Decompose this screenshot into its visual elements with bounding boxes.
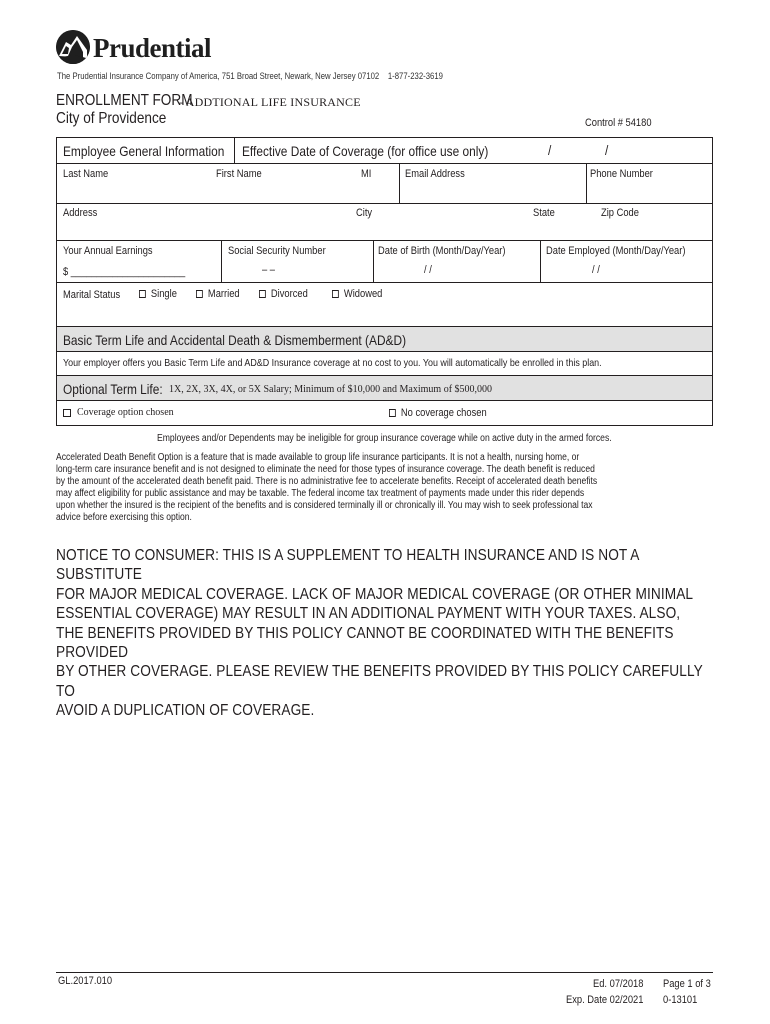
marital-option-divorced[interactable] — [259, 288, 308, 300]
page-number: Page 1 of 3 — [663, 978, 711, 990]
last-name-field[interactable]: Last Name — [63, 168, 109, 180]
basic-section-description: Your employer offers you Basic Term Life and AD&D Insurance coverage at no cost to you. You will automatically be enrolled in this plan. — [63, 357, 602, 369]
notice-line: FOR MAJOR MEDICAL COVERAGE. LACK OF MAJOR MEDICAL COVERAGE (OR OTHER MINIMAL — [56, 585, 694, 603]
paragraph-line: Accelerated Death Benefit Option is a feature that is made available to group life insurance participants. It is not a health, nursing home, or — [56, 452, 580, 463]
marital-option-single[interactable] — [139, 288, 177, 300]
armed-forces-note-text: Employees and/or Dependents may be ineligible for group insurance coverage while on active duty in the armed forces. — [157, 433, 612, 444]
ssn-label: Social Security Number — [228, 245, 326, 257]
notice-line: THE BENEFITS PROVIDED BY THIS POLICY CANNOT BE COORDINATED WITH THE BENEFITS PROVIDED — [56, 624, 674, 662]
document-number: 0-13101 — [663, 994, 698, 1006]
middle-initial-field[interactable]: MI — [361, 168, 372, 180]
effective-date-slash[interactable]: / — [605, 142, 609, 158]
consumer-notice — [56, 546, 714, 721]
date-employed-label: Date Employed (Month/Day/Year) — [546, 245, 686, 257]
marital-option-label: Divorced — [270, 288, 308, 300]
coverage-option-label: Coverage option chosen — [77, 407, 174, 418]
notice-line: ESSENTIAL COVERAGE) MAY RESULT IN AN ADDITIONAL PAYMENT WITH YOUR TAXES. ALSO, — [56, 605, 681, 623]
enrollment-form-box — [56, 137, 713, 426]
paragraph-line: advice before exercising this option. — [56, 512, 192, 523]
company-phone: 1-877-232-3619 — [387, 71, 443, 81]
company-address — [57, 71, 443, 81]
notice-line: NOTICE TO CONSUMER: THIS IS A SUPPLEMENT TO HEALTH INSURANCE AND IS NOT A SUBSTITUTE — [56, 547, 639, 584]
date-employed-field[interactable]: / / — [592, 264, 600, 276]
annual-earnings-label: Your Annual Earnings — [63, 245, 153, 257]
marital-option-married[interactable] — [196, 288, 240, 300]
effective-date-slash[interactable]: / — [548, 142, 552, 158]
control-number: Control # 54180 — [585, 117, 652, 129]
marital-option-label: Married — [207, 288, 240, 300]
marital-status-label: Marital Status — [63, 289, 121, 301]
brand-name: Prudential — [93, 33, 212, 63]
paragraph-line: upon whether the insured is the recipient of the benefits and is considered terminally ill or chronically ill. You may wish to seek professional tax — [56, 500, 593, 511]
address-field[interactable]: Address — [63, 207, 98, 219]
notice-line: AVOID A DUPLICATION OF COVERAGE. — [56, 702, 315, 720]
marital-option-label: Widowed — [343, 288, 383, 300]
footer-divider — [56, 972, 713, 973]
form-code: GL.2017.010 — [58, 975, 113, 987]
section-title-employee-info: Employee General Information — [63, 143, 225, 159]
paragraph-line: long-term care insurance benefit and is not designed to eliminate the need for those types of insurance coverage. The death benefit is reduced — [56, 464, 595, 475]
coverage-option-label: No coverage chosen — [400, 407, 487, 419]
checkbox-icon[interactable] — [139, 290, 146, 298]
form-title: ENROLLMENT FORM — [56, 92, 193, 109]
paragraph-line: may affect eligibility for public assistance and may be taxable. The federal income tax treatment of payments made under this rider depends — [56, 488, 585, 499]
phone-field[interactable]: Phone Number — [590, 168, 653, 180]
checkbox-icon[interactable] — [389, 409, 396, 417]
optional-section-title: Optional Term Life: — [63, 381, 163, 397]
state-field[interactable]: State — [533, 207, 555, 219]
city-field[interactable]: City — [356, 207, 373, 219]
basic-section-title: Basic Term Life and Accidental Death & Dismemberment (AD&D) — [63, 332, 407, 348]
accelerated-death-benefit-paragraph — [56, 452, 714, 524]
notice-line: BY OTHER COVERAGE. PLEASE REVIEW THE BENEFITS PROVIDED BY THIS POLICY CAREFULLY TO — [56, 663, 703, 700]
coverage-option-chosen[interactable] — [63, 407, 174, 418]
expiration-date: Exp. Date 02/2021 — [566, 994, 644, 1006]
optional-section-details: 1X, 2X, 3X, 4X, or 5X Salary; Minimum of $10,000 and Maximum of $500,000 — [169, 384, 493, 395]
email-field[interactable]: Email Address — [405, 168, 465, 180]
dob-field[interactable]: / / — [424, 264, 432, 276]
checkbox-icon[interactable] — [332, 290, 339, 298]
checkbox-icon[interactable] — [259, 290, 266, 298]
dob-label: Date of Birth (Month/Day/Year) — [378, 245, 506, 257]
checkbox-icon[interactable] — [63, 409, 71, 417]
ssn-field[interactable]: – – — [262, 264, 276, 276]
rock-icon — [56, 30, 90, 64]
zip-code-field[interactable]: Zip Code — [601, 207, 639, 219]
prudential-logo — [56, 30, 216, 70]
form-subtitle: - ADDTIONAL LIFE INSURANCE — [179, 95, 361, 109]
marital-option-label: Single — [150, 288, 177, 300]
employer-city: City of Providence — [56, 110, 167, 127]
checkbox-icon[interactable] — [196, 290, 203, 298]
company-address-text: The Prudential Insurance Company of America, 751 Broad Street, Newark, New Jersey 07102 — [57, 71, 380, 81]
coverage-option-none[interactable] — [389, 407, 487, 419]
edition-date: Ed. 07/2018 — [593, 978, 644, 990]
armed-forces-note — [56, 433, 713, 444]
effective-date-label: Effective Date of Coverage (for office use only) — [242, 143, 489, 159]
marital-option-widowed[interactable] — [332, 288, 382, 300]
annual-earnings-field[interactable]: $ ______________________ — [63, 266, 186, 278]
paragraph-line: by the amount of the accelerated death benefit paid. There is no administrative fee to accelerate benefits. Receipt of accelerated death benefits — [56, 476, 598, 487]
first-name-field[interactable]: First Name — [216, 168, 262, 180]
